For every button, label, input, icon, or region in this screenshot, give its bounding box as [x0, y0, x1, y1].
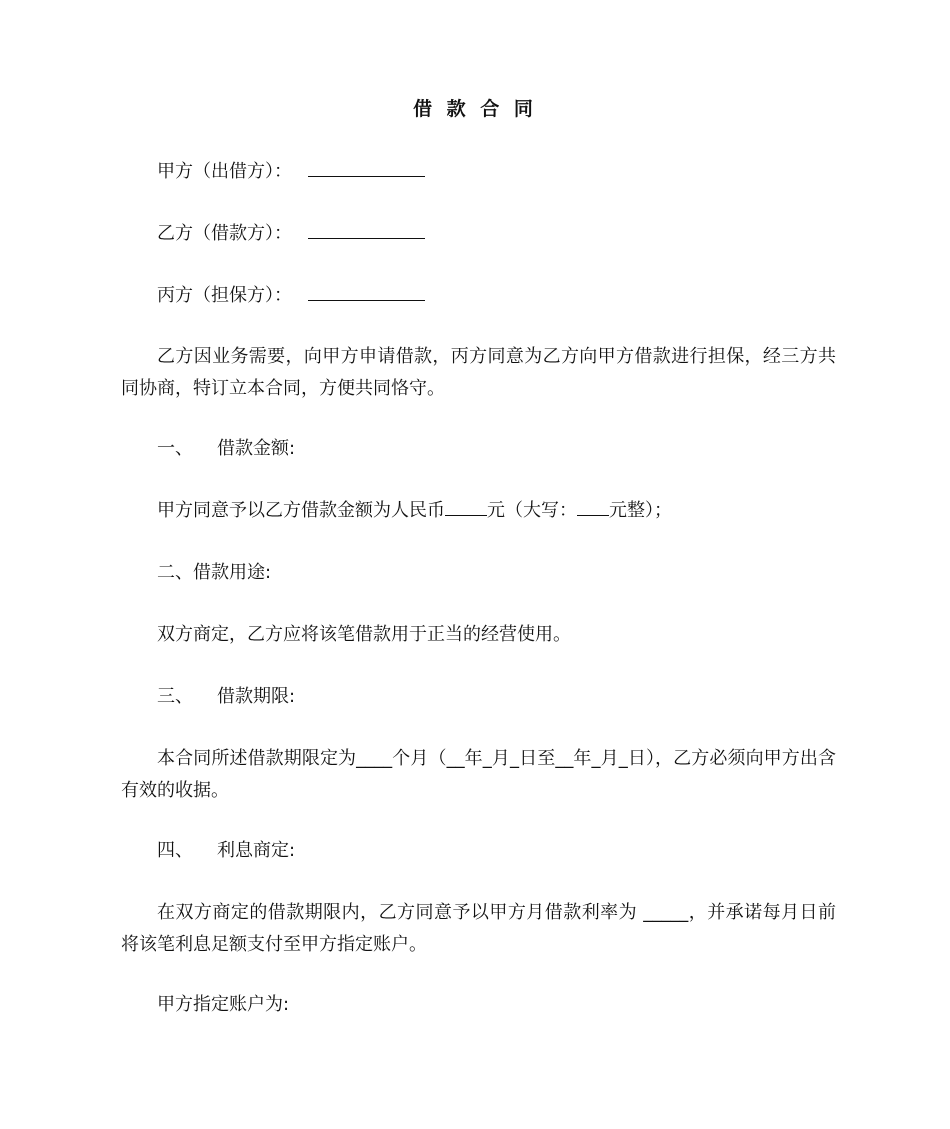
- intro-paragraph: 乙方因业务需要，向甲方申请借款，丙方同意为乙方向甲方借款进行担保，经三方共同协商，特订立本合同，方便共同恪守。: [121, 346, 836, 399]
- section-2-heading: 二、借款用途:: [157, 562, 272, 583]
- party-b-line: [157, 218, 840, 250]
- section-3-title: 借款期限:: [217, 686, 296, 707]
- party-b-label: 乙方（借款方）：: [157, 223, 292, 244]
- section-4-number: 四、: [157, 840, 193, 861]
- section-4-title: 利息商定:: [217, 840, 296, 861]
- amount-text-b: 元（大写：: [487, 500, 577, 521]
- section-3-heading: [157, 681, 840, 713]
- section-3-number: 三、: [157, 686, 193, 707]
- party-a-label: 甲方（出借方）：: [157, 161, 292, 182]
- party-b-blank: [308, 237, 425, 239]
- amount-blank: [445, 514, 487, 516]
- party-a-line: [157, 156, 840, 188]
- amount-words-blank: [577, 514, 609, 516]
- interest-paragraph: 在双方商定的借款期限内，乙方同意予以甲方月借款利率为 _____，并承诺每月日前将该笔利息足额支付至甲方指定账户。: [121, 902, 836, 955]
- usage-paragraph: 双方商定，乙方应将该笔借款用于正当的经营使用。: [157, 624, 571, 645]
- section-1-heading: [157, 433, 840, 465]
- section-4-heading: [157, 835, 840, 867]
- amount-text-a: 甲方同意予以乙方借款金额为人民币: [157, 500, 445, 521]
- section-1-number: 一、: [157, 438, 193, 459]
- party-c-label: 丙方（担保方）：: [157, 285, 292, 306]
- party-a-blank: [308, 175, 425, 177]
- term-paragraph: 本合同所述借款期限定为____个月（__年_月_日至__年_月_日），乙方必须向甲方出含有效的收据。: [121, 748, 836, 801]
- document-title: 借 款 合 同: [413, 98, 537, 120]
- party-c-blank: [308, 299, 425, 301]
- section-1-title: 借款金额:: [217, 438, 296, 459]
- amount-line: [157, 495, 840, 527]
- amount-text-c: 元整）；: [609, 500, 672, 521]
- party-c-line: [157, 280, 840, 312]
- account-line: 甲方指定账户为:: [157, 994, 290, 1015]
